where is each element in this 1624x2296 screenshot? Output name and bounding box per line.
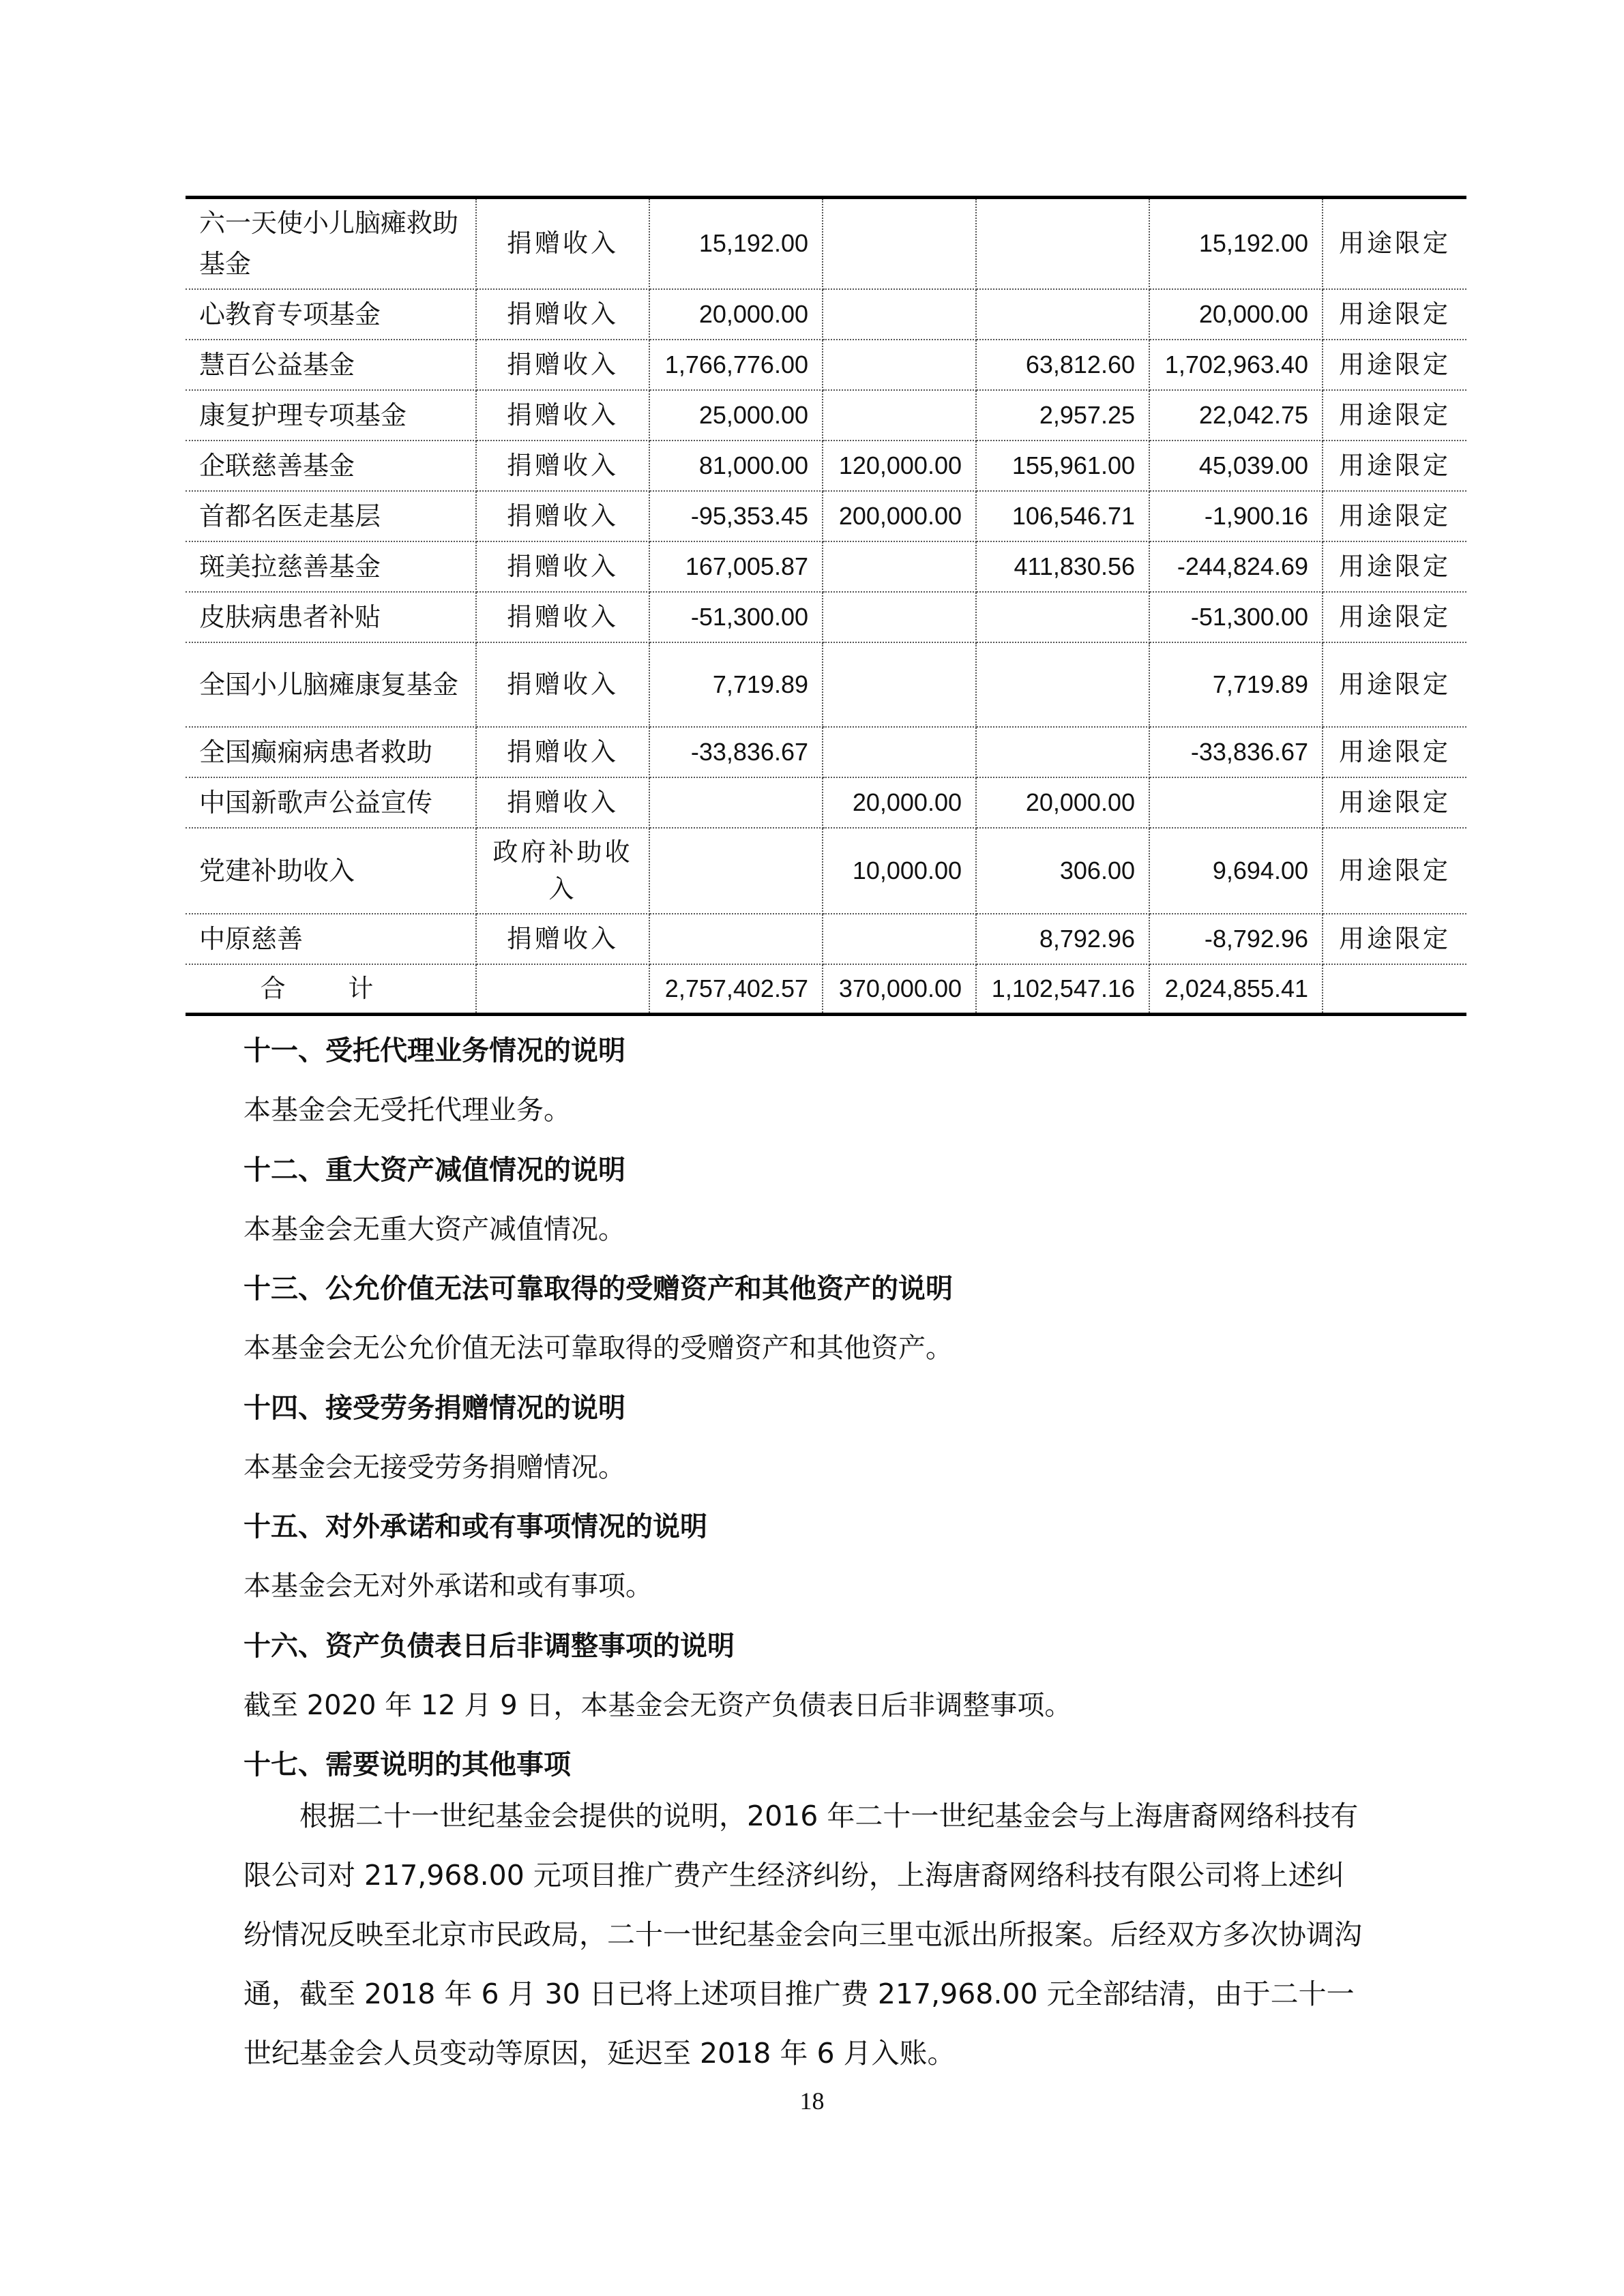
amount-cell (649, 914, 823, 964)
income-category: 捐赠收入 (476, 198, 649, 289)
amount-cell: 1,766,776.00 (649, 340, 823, 390)
amount-cell: 155,961.00 (976, 441, 1149, 491)
amount-cell: 7,719.89 (1149, 642, 1323, 727)
amount-cell: -51,300.00 (1149, 592, 1323, 642)
income-category: 捐赠收入 (476, 642, 649, 727)
income-category: 捐赠收入 (476, 491, 649, 541)
amount-cell: -8,792.96 (1149, 914, 1323, 964)
amount-cell: -33,836.67 (649, 727, 823, 777)
amount-cell: -1,900.16 (1149, 491, 1323, 541)
table-row (186, 340, 1466, 390)
amount-cell: 200,000.00 (823, 491, 976, 541)
income-category: 政府补助收入 (476, 828, 649, 914)
usage-restriction: 用途限定 (1323, 491, 1466, 541)
section-heading: 十一、受托代理业务情况的说明 (243, 1035, 625, 1067)
amount-cell: 306.00 (976, 828, 1149, 914)
table-row (186, 390, 1466, 441)
amount-cell: 8,792.96 (976, 914, 1149, 964)
amount-cell (976, 727, 1149, 777)
usage-restriction: 用途限定 (1323, 340, 1466, 390)
fund-table (186, 196, 1466, 1016)
section-text: 本基金会无公允价值无法可靠取得的受赠资产和其他资产。 (243, 1332, 953, 1364)
fund-name: 六一天使小儿脑瘫救助基金 (186, 198, 476, 289)
section-text: 截至 2020 年 12 月 9 日，本基金会无资产负债表日后非调整事项。 (243, 1690, 1072, 1721)
amount-cell (823, 340, 976, 390)
fund-name: 中国新歌声公益宣传 (186, 777, 476, 828)
income-category: 捐赠收入 (476, 727, 649, 777)
amount-cell (823, 390, 976, 441)
amount-cell (823, 289, 976, 340)
amount-cell (976, 592, 1149, 642)
amount-cell: 10,000.00 (823, 828, 976, 914)
table-row (186, 289, 1466, 340)
total-amount: 2,757,402.57 (649, 964, 823, 1015)
fund-name: 全国小儿脑瘫康复基金 (186, 642, 476, 727)
fund-name: 中原慈善 (186, 914, 476, 964)
table-row (186, 441, 1466, 491)
usage-restriction: 用途限定 (1323, 642, 1466, 727)
amount-cell: 9,694.00 (1149, 828, 1323, 914)
table-row (186, 727, 1466, 777)
fund-name: 斑美拉慈善基金 (186, 541, 476, 592)
amount-cell (976, 642, 1149, 727)
total-label: 合 计 (186, 964, 476, 1015)
amount-cell (823, 592, 976, 642)
amount-cell: -95,353.45 (649, 491, 823, 541)
section-heading: 十四、接受劳务捐赠情况的说明 (243, 1392, 625, 1424)
section-text: 本基金会无接受劳务捐赠情况。 (243, 1452, 625, 1483)
income-category: 捐赠收入 (476, 592, 649, 642)
usage-restriction: 用途限定 (1323, 441, 1466, 491)
amount-cell: 15,192.00 (1149, 198, 1323, 289)
fund-name: 全国癫痫病患者救助 (186, 727, 476, 777)
usage-restriction: 用途限定 (1323, 727, 1466, 777)
amount-cell: -244,824.69 (1149, 541, 1323, 592)
income-category: 捐赠收入 (476, 340, 649, 390)
usage-restriction: 用途限定 (1323, 198, 1466, 289)
section-text: 本基金会无重大资产减值情况。 (243, 1214, 625, 1245)
amount-cell: 25,000.00 (649, 390, 823, 441)
income-category: 捐赠收入 (476, 541, 649, 592)
fund-name: 皮肤病患者补贴 (186, 592, 476, 642)
usage-restriction: 用途限定 (1323, 390, 1466, 441)
usage-restriction: 用途限定 (1323, 828, 1466, 914)
usage-restriction: 用途限定 (1323, 777, 1466, 828)
table-row (186, 541, 1466, 592)
amount-cell: 20,000.00 (976, 777, 1149, 828)
income-category: 捐赠收入 (476, 441, 649, 491)
amount-cell (976, 289, 1149, 340)
usage-restriction: 用途限定 (1323, 289, 1466, 340)
fund-name: 心教育专项基金 (186, 289, 476, 340)
amount-cell: 22,042.75 (1149, 390, 1323, 441)
amount-cell (823, 642, 976, 727)
usage-restriction (1323, 964, 1466, 1015)
page-number: 18 (799, 2087, 825, 2115)
amount-cell (976, 198, 1149, 289)
amount-cell: 7,719.89 (649, 642, 823, 727)
amount-cell: -33,836.67 (1149, 727, 1323, 777)
usage-restriction: 用途限定 (1323, 914, 1466, 964)
amount-cell: 106,546.71 (976, 491, 1149, 541)
amount-cell: 20,000.00 (823, 777, 976, 828)
amount-cell: 15,192.00 (649, 198, 823, 289)
usage-restriction: 用途限定 (1323, 541, 1466, 592)
amount-cell (649, 828, 823, 914)
income-category: 捐赠收入 (476, 390, 649, 441)
amount-cell: 411,830.56 (976, 541, 1149, 592)
total-amount: 1,102,547.16 (976, 964, 1149, 1015)
total-amount: 370,000.00 (823, 964, 976, 1015)
amount-cell (1149, 777, 1323, 828)
amount-cell (823, 727, 976, 777)
section-heading: 十三、公允价值无法可靠取得的受赠资产和其他资产的说明 (243, 1273, 953, 1304)
amount-cell: -51,300.00 (649, 592, 823, 642)
section-heading: 十五、对外承诺和或有事项情况的说明 (243, 1511, 707, 1542)
amount-cell: 2,957.25 (976, 390, 1149, 441)
table-row (186, 828, 1466, 914)
section-text: 本基金会无对外承诺和或有事项。 (243, 1570, 653, 1602)
table-row (186, 592, 1466, 642)
amount-cell (823, 541, 976, 592)
amount-cell (649, 777, 823, 828)
amount-cell: 63,812.60 (976, 340, 1149, 390)
table-row (186, 914, 1466, 964)
section-heading: 十六、资产负债表日后非调整事项的说明 (243, 1630, 735, 1662)
amount-cell (823, 914, 976, 964)
income-category (476, 964, 649, 1015)
income-category: 捐赠收入 (476, 289, 649, 340)
usage-restriction: 用途限定 (1323, 592, 1466, 642)
total-row (186, 964, 1466, 1015)
income-category: 捐赠收入 (476, 777, 649, 828)
amount-cell: 45,039.00 (1149, 441, 1323, 491)
amount-cell: 81,000.00 (649, 441, 823, 491)
fund-name: 首都名医走基层 (186, 491, 476, 541)
section-heading: 十二、重大资产减值情况的说明 (243, 1154, 625, 1186)
fund-name: 康复护理专项基金 (186, 390, 476, 441)
total-amount: 2,024,855.41 (1149, 964, 1323, 1015)
fund-name: 企联慈善基金 (186, 441, 476, 491)
table-row (186, 642, 1466, 727)
table-row (186, 198, 1466, 289)
table-row (186, 777, 1466, 828)
amount-cell: 167,005.87 (649, 541, 823, 592)
amount-cell: 20,000.00 (649, 289, 823, 340)
section-heading: 十七、需要说明的其他事项 (243, 1749, 571, 1780)
table-row (186, 491, 1466, 541)
fund-name: 慧百公益基金 (186, 340, 476, 390)
amount-cell: 1,702,963.40 (1149, 340, 1323, 390)
amount-cell (823, 198, 976, 289)
income-category: 捐赠收入 (476, 914, 649, 964)
amount-cell: 20,000.00 (1149, 289, 1323, 340)
fund-name: 党建补助收入 (186, 828, 476, 914)
explanation-paragraph: 根据二十一世纪基金会提供的说明，2016 年二十一世纪基金会与上海唐裔网络科技有限公司对 217,968.00 元项目推广费产生经济纠纷，上海唐裔网络科技有限公司将上述纠纷情况反映至北京市民政局，二十一世纪基金会向三里屯派出所报案。后经双方多次协调沟通，截至 2018 年 6 月 30 日已将上述项目推广费 217,968.00 元全部结清，由于二十一世纪基金会人员变动等原因，延迟至 2018 年 6 月入账。 (243, 1800, 1362, 2070)
section-text: 本基金会无受托代理业务。 (243, 1094, 571, 1126)
amount-cell: 120,000.00 (823, 441, 976, 491)
